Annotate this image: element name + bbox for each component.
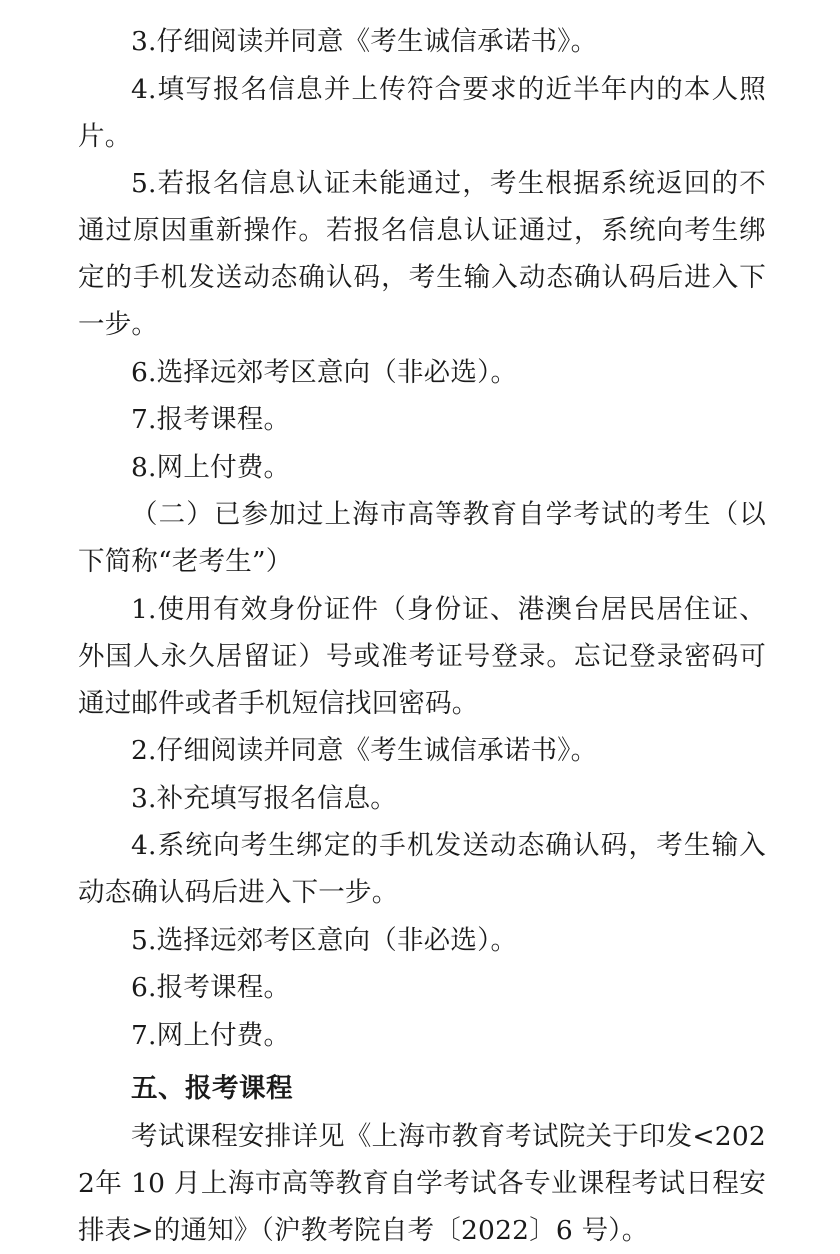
list-item: 3.仔细阅读并同意《考生诚信承诺书》。 bbox=[131, 26, 598, 57]
list-item: 6.报考课程。 bbox=[131, 972, 291, 1003]
list-item: 4.系统向考生绑定的手机发送动态确认码，考生输入动态确认码后进入下一步。 bbox=[78, 830, 766, 908]
list-item: 1.使用有效身份证件（身份证、港澳台居民居住证、外国人永久居留证）号或准考证号登录。忘记登录密码可通过邮件或者手机短信找回密码。 bbox=[78, 593, 766, 719]
list-item: 8.网上付费。 bbox=[131, 451, 291, 483]
list-item: 2.仔细阅读并同意《考生诚信承诺书》。 bbox=[131, 735, 598, 766]
list-item: 7.网上付费。 bbox=[131, 1019, 291, 1051]
list-item: 4.填写报名信息并上传符合要求的近半年内的本人照片。 bbox=[78, 73, 766, 152]
subsection-heading-old-candidates: （二）已参加过上海市高等教育自学考试的考生（以下简称“老考生”） bbox=[78, 499, 766, 577]
list-item: 5.若报名信息认证未能通过，考生根据系统返回的不通过原因重新操作。若报名信息认证通过，系统向考生绑定的手机发送动态确认码，考生输入动态确认码后进入下一步。 bbox=[78, 168, 766, 340]
list-item: 3.补充填写报名信息。 bbox=[131, 782, 397, 814]
list-item: 6.选择远郊考区意向（非必选）。 bbox=[131, 356, 518, 388]
section-heading-five: 五、报考课程 bbox=[131, 1072, 293, 1104]
list-item: 5.选择远郊考区意向（非必选）。 bbox=[131, 924, 518, 956]
list-item: 7.报考课程。 bbox=[131, 404, 291, 435]
exam-course-arrangement-paragraph: 考试课程安排详见《上海市教育考试院关于印发<2022年 10 月上海市高等教育自学考试各专业课程考试日程安排表>的通知》（沪教考院自考〔2022〕6 号）。 bbox=[78, 1120, 766, 1246]
